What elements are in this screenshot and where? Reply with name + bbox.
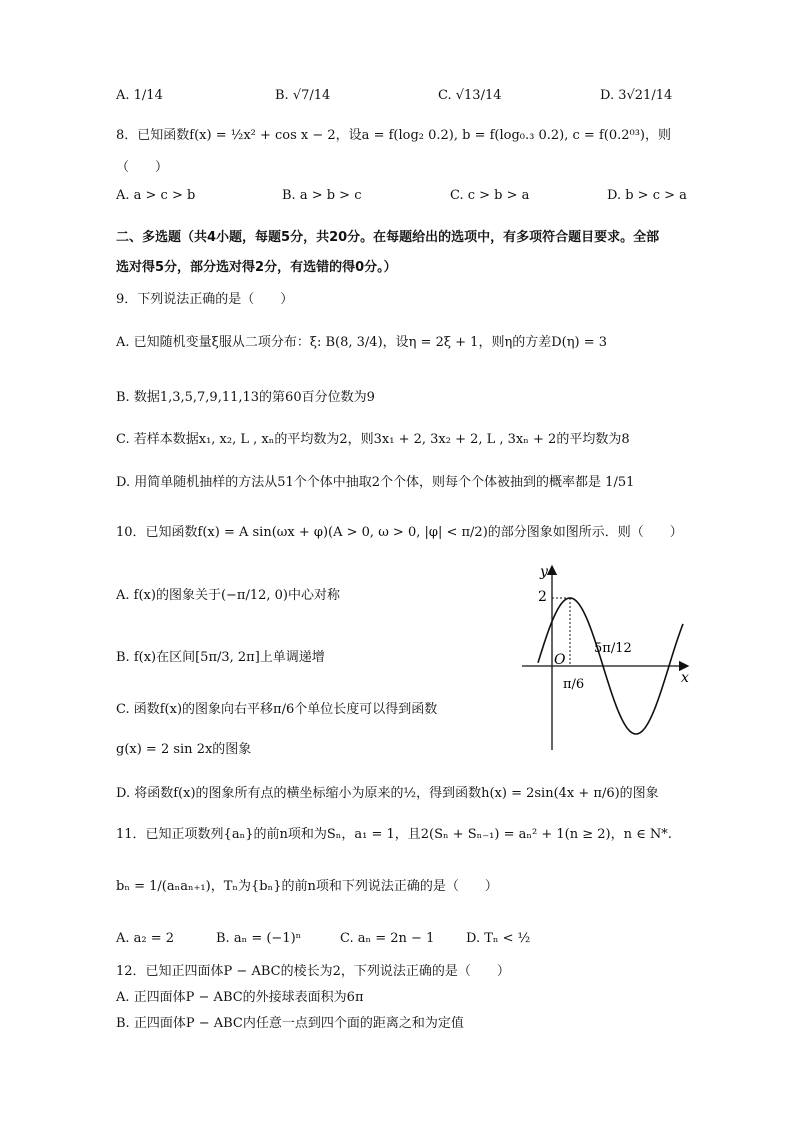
q7-option-b: B. √7/14 [275, 88, 331, 103]
q11-stem-cont: bₙ = 1/(aₙaₙ₊₁)，Tₙ为{bₙ}的前n项和下列说法正确的是（ ） [116, 879, 498, 894]
q10-option-d: D. 将函数f(x)的图象所有点的横坐标缩小为原来的½，得到函数h(x) = 2sin(4x + π/6)的图象 [116, 786, 659, 801]
q12-option-a: A. 正四面体P − ABC的外接球表面积为6π [116, 990, 364, 1005]
q9-stem: 9．下列说法正确的是（ ） [116, 292, 294, 307]
q10-option-b: B. f(x)在区间[5π/3, 2π]上单调递增 [116, 650, 325, 665]
q7-option-a: A. 1/14 [116, 88, 163, 103]
tick-5pi-12: 5π/12 [594, 641, 632, 656]
q7-option-c: C. √13/14 [438, 88, 502, 103]
q10-stem: 10．已知函数f(x) = A sin(ωx + φ)(A > 0, ω > 0, |φ| < π/2)的部分图象如图所示．则（ ） [116, 525, 683, 540]
q8-paren: （ ） [116, 160, 169, 175]
x-label: x [681, 670, 689, 686]
q11-option-c: C. aₙ = 2n − 1 [340, 931, 435, 946]
q8-stem: 8．已知函数f(x) = ½x² + cos x − 2，设a = f(log₂ 0.2), b = f(log₀.₃ 0.2), c = f(0.2⁰³)，则 [116, 128, 671, 143]
q7-option-d: D. 3√21/14 [600, 88, 673, 103]
q9-option-a: A. 已知随机变量ξ服从二项分布：ξ: B(8, 3/4)，设η = 2ξ + 1，则η的方差D(η) = 3 [116, 335, 608, 350]
q10-option-a: A. f(x)的图象关于(−π/12, 0)中心对称 [116, 588, 340, 603]
q9-option-c: C. 若样本数据x₁, x₂, L , xₙ的平均数为2，则3x₁ + 2, 3x₂ + 2, L , 3xₙ + 2的平均数为8 [116, 432, 630, 447]
q9-option-b: B. 数据1,3,5,7,9,11,13的第60百分位数为9 [116, 390, 375, 405]
tick-pi-6: π/6 [563, 677, 585, 692]
q10-option-c-cont: g(x) = 2 sin 2x的图象 [116, 742, 252, 757]
section2-heading-cont: 选对得5分，部分选对得2分，有选错的得0分。） [116, 260, 397, 275]
section2-heading: 二、多选题（共4小题，每题5分，共20分。在每题给出的选项中，有多项符合题目要求。全部 [116, 230, 660, 245]
q11-stem: 11．已知正项数列{aₙ}的前n项和为Sₙ，a₁ = 1，且2(Sₙ + Sₙ₋₁) = aₙ² + 1(n ≥ 2)，n ∈ N*. [116, 827, 672, 842]
peak-label: 2 [538, 589, 547, 605]
q8-option-c: C. c > b > a [450, 188, 530, 203]
origin-label: O [554, 652, 566, 668]
q12-option-b: B. 正四面体P − ABC内任意一点到四个面的距离之和为定值 [116, 1016, 464, 1031]
q11-option-a: A. a₂ = 2 [116, 931, 175, 946]
q11-option-b: B. aₙ = (−1)ⁿ [216, 931, 302, 946]
q8-option-d: D. b > c > a [607, 188, 687, 203]
q8-option-b: B. a > b > c [282, 188, 362, 203]
y-label: y [540, 564, 548, 580]
q11-option-d: D. Tₙ < ½ [466, 931, 531, 946]
q10-option-c: C. 函数f(x)的图象向右平移π/6个单位长度可以得到函数 [116, 702, 438, 717]
q8-option-a: A. a > c > b [116, 188, 196, 203]
sine-graph [518, 560, 698, 755]
q12-stem: 12．已知正四面体P − ABC的棱长为2，下列说法正确的是（ ） [116, 964, 510, 979]
q9-option-d: D. 用简单随机抽样的方法从51个个体中抽取2个个体，则每个个体被抽到的概率都是 1/51 [116, 475, 635, 490]
